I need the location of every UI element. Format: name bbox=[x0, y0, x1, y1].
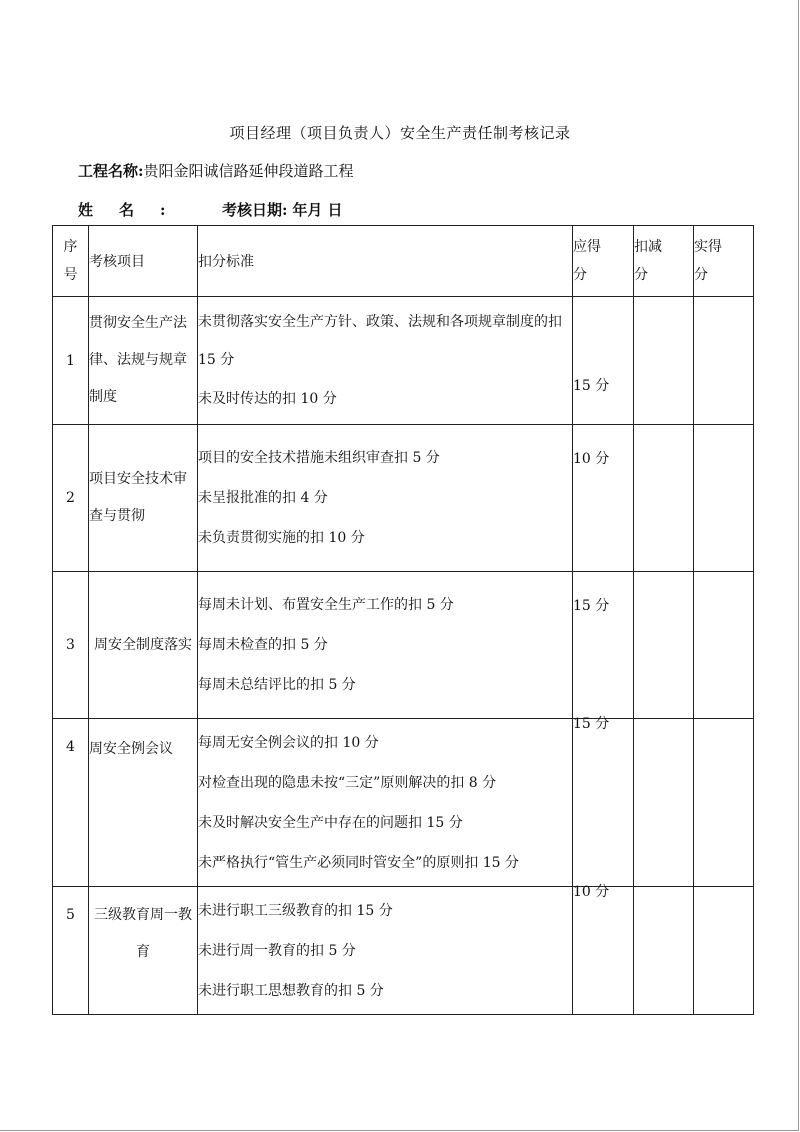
row-actual-cell bbox=[694, 887, 754, 1015]
date-label: 考核日期: bbox=[222, 201, 288, 219]
row-score: 10 分 bbox=[573, 425, 634, 572]
row-actual-cell bbox=[694, 425, 754, 572]
table-row bbox=[53, 887, 754, 1015]
criteria-line: 每周无安全例会议的扣 10 分 bbox=[198, 734, 379, 751]
row-score: 15 分 bbox=[573, 297, 634, 425]
row-seq: 1 bbox=[53, 297, 89, 425]
table-row bbox=[53, 297, 754, 425]
assessment-table bbox=[52, 225, 754, 1015]
header-criteria: 扣分标准 bbox=[198, 226, 573, 297]
table-header-row bbox=[53, 226, 754, 297]
criteria-line: 未严格执行“管生产必须同时管安全”的原则扣 15 分 bbox=[198, 854, 520, 871]
row-score: 15 分 bbox=[573, 572, 634, 719]
row-actual-cell bbox=[694, 297, 754, 425]
document-title: 项目经理（项目负责人）安全生产责任制考核记录 bbox=[229, 124, 571, 142]
row-criteria bbox=[198, 572, 573, 719]
table-row bbox=[53, 572, 754, 719]
row-deduct-cell bbox=[634, 887, 694, 1015]
table-row bbox=[53, 719, 754, 887]
row-actual-cell bbox=[694, 572, 754, 719]
row-criteria bbox=[198, 297, 573, 425]
criteria-line: 项目的安全技术措施未组织审查扣 5 分 bbox=[198, 450, 440, 466]
criteria-line: 每周未计划、布置安全生产工作的扣 5 分 bbox=[198, 597, 454, 613]
row-deduct-cell bbox=[634, 297, 694, 425]
criteria-line: 未及时传达的扣 10 分 bbox=[198, 390, 337, 407]
criteria-line: 未及时解决安全生产中存在的问题扣 15 分 bbox=[198, 814, 463, 831]
project-line bbox=[78, 160, 354, 181]
header-seq: 序 号 bbox=[53, 226, 89, 297]
criteria-line: 每周未总结评比的扣 5 分 bbox=[198, 677, 356, 693]
criteria-line: 对检查出现的隐患未按“三定”原则解决的扣 8 分 bbox=[198, 774, 497, 791]
criteria-line: 未进行职工三级教育的扣 15 分 bbox=[198, 902, 393, 919]
table-row bbox=[53, 425, 754, 572]
criteria-line: 未进行职工思想教育的扣 5 分 bbox=[198, 982, 384, 999]
date-value: 年月 日 bbox=[292, 201, 343, 219]
header-score: 应得 分 bbox=[573, 226, 634, 297]
project-label: 工程名称: bbox=[78, 162, 144, 180]
row-seq: 2 bbox=[53, 425, 89, 572]
row-deduct-cell bbox=[634, 719, 694, 887]
row-criteria bbox=[198, 719, 573, 887]
date-line bbox=[222, 199, 343, 220]
row-score: 15 分 bbox=[573, 719, 634, 887]
row-seq: 5 bbox=[53, 887, 89, 1015]
criteria-line: 未负责贯彻实施的扣 10 分 bbox=[198, 530, 365, 546]
row-seq: 4 bbox=[53, 719, 89, 887]
row-item: 项目安全技术审查与贯彻 bbox=[89, 425, 198, 572]
row-deduct-cell bbox=[634, 572, 694, 719]
row-item: 三级教育周一教育 bbox=[89, 887, 198, 1015]
row-score: 10 分 bbox=[573, 887, 634, 1015]
name-line bbox=[78, 199, 192, 220]
criteria-line: 每周未检查的扣 5 分 bbox=[198, 637, 328, 653]
project-name: 贵阳金阳诚信路延伸段道路工程 bbox=[143, 162, 354, 180]
row-criteria bbox=[198, 425, 573, 572]
row-item: 周安全制度落实 bbox=[89, 572, 198, 719]
header-actual: 实得 分 bbox=[694, 226, 754, 297]
row-seq: 3 bbox=[53, 572, 89, 719]
row-criteria bbox=[198, 887, 573, 1015]
row-item: 贯彻安全生产法律、法规与规章制度 bbox=[89, 297, 198, 425]
row-deduct-cell bbox=[634, 425, 694, 572]
header-deduct: 扣减 分 bbox=[634, 226, 694, 297]
criteria-line: 未贯彻落实安全生产方针、政策、法规和各项规章制度的扣 15 分 bbox=[198, 313, 562, 368]
criteria-line: 未呈报批准的扣 4 分 bbox=[198, 490, 328, 506]
row-actual-cell bbox=[694, 719, 754, 887]
criteria-line: 未进行周一教育的扣 5 分 bbox=[198, 942, 356, 959]
header-item: 考核项目 bbox=[89, 226, 198, 297]
name-label: 姓名: bbox=[78, 201, 192, 219]
row-item: 周安全例会议 bbox=[89, 719, 198, 887]
